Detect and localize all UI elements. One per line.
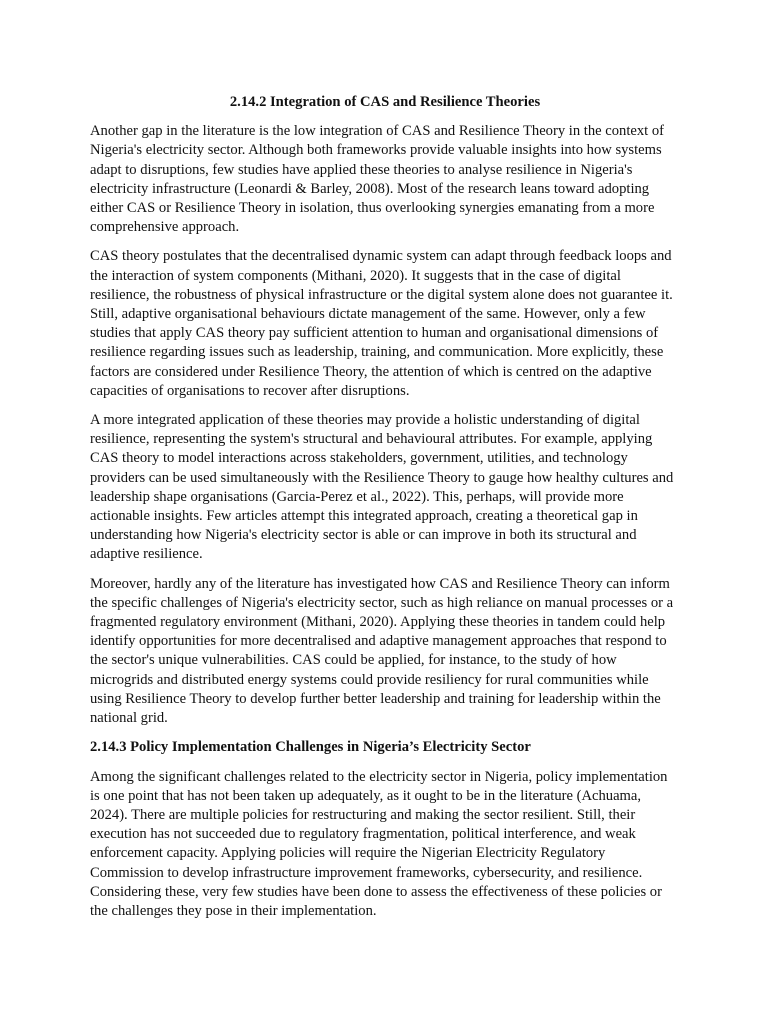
paragraph: Moreover, hardly any of the literature has investigated how CAS and Resilience Theory can inform the specific challenges of Nigeria's electricity sector, such as high reliance on manual processes or a fragmented regulatory environment (Mithani, 2020). Applying these theories in tandem could help identify opportunities for more decentralised and adaptive management approaches that respond to the sector's unique vulnerabilities. CAS could be applied, for instance, to the study of how microgrids and distributed energy systems could provide resiliency for rural communities while using Resilience Theory to develop further better leadership and training for leadership within the national grid. <box>90 575 674 727</box>
paragraph: Another gap in the literature is the low integration of CAS and Resilience Theory in the context of Nigeria's electricity sector. Although both frameworks provide valuable insights into how systems adapt to disruptions, few studies have applied these theories to analyse resilience in Nigeria's electricity infrastructure (Leonardi & Barley, 2008). Most of the research leans toward adopting either CAS or Resilience Theory in isolation, thus overlooking synergies emanating from a more comprehensive approach. <box>90 123 665 236</box>
section-heading: 2.14.2 Integration of CAS and Resilience Theories <box>229 94 541 110</box>
document-page <box>90 93 680 931</box>
section-heading: 2.14.3 Policy Implementation Challenges in Nigeria’s Electricity Sector <box>90 739 531 756</box>
paragraph: Among the significant challenges related to the electricity sector in Nigeria, policy implementation is one point that has not been taken up adequately, as it ought to be in the literature (Achuama, 2024). There are multiple policies for restructuring and making the sector resilient. Still, their execution has not succeeded due to regulatory fragmentation, political interference, and weak enforcement capacity. Applying policies will require the Nigerian Electricity Regulatory Commission to develop infrastructure improvement frameworks, cybersecurity, and resilience. Considering these, very few studies have been done to assess the effectiveness of these policies or the challenges they pose in their implementation. <box>90 768 668 919</box>
paragraph: CAS theory postulates that the decentralised dynamic system can adapt through feedback loops and the interaction of system components (Mithani, 2020). It suggests that in the case of digital resilience, the robustness of physical infrastructure or the digital system alone does not guarantee it. Still, adaptive organisational behaviours dictate management of the same. However, only a few studies that apply CAS theory pay sufficient attention to human and organisational dimensions of resilience regarding issues such as leadership, training, and communication. More explicitly, these factors are considered under Resilience Theory, the attention of which is centred on the adaptive capacities of organisations to recover after disruptions. <box>90 248 673 399</box>
paragraph: A more integrated application of these theories may provide a holistic understanding of digital resilience, representing the system's structural and behavioural attributes. For example, applying CAS theory to model interactions across stakeholders, government, utilities, and technology providers can be used simultaneously with the Resilience Theory to gauge how healthy cultures and leadership shape organisations (Garcia-Perez et al., 2022). This, perhaps, will provide more actionable insights. Few articles attempt this integrated approach, creating a theoretical gap in understanding how Nigeria's electricity sector is able or can improve in both its structural and adaptive resilience. <box>90 412 674 563</box>
